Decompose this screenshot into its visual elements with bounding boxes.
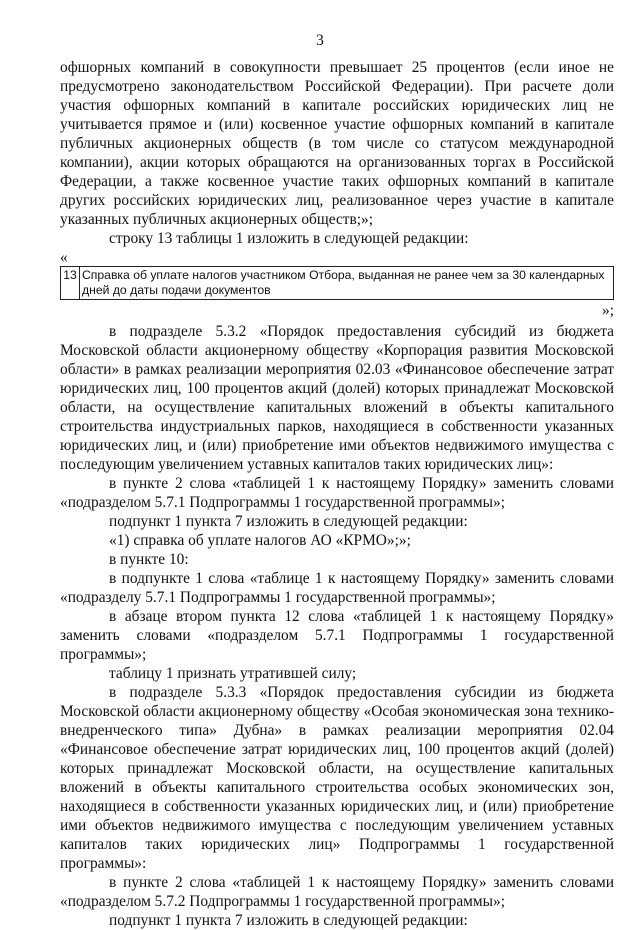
table-row-text: Справка об уплате налогов участником Отбора, выданная не ранее чем за 30 календарных дней до даты подачи документов	[80, 267, 614, 300]
paragraph-subitem-1-item-7: подпункт 1 пункта 7 изложить в следующей редакции:	[109, 513, 468, 530]
paragraph-tax-certificate: «1) справка об уплате налогов АО «КРМО»;»;	[109, 532, 411, 549]
paragraph-table-1-void: таблицу 1 признать утратившей силу;	[109, 665, 357, 682]
paragraph-item-10: в пункте 10:	[109, 551, 189, 568]
document-body	[60, 58, 614, 930]
paragraph-subitem-1-replace: в подпункте 1 слова «таблице 1 к настоящему Порядку» заменить словами «подразделу 5.7.1 Подпрограммы 1 государственной программы»;	[60, 570, 614, 606]
closing-quote: »;	[602, 302, 614, 319]
paragraph-item-2-replace: в пункте 2 слова «таблицей 1 к настоящему Порядку» заменить словами «подразделом 5.7.1 Подпрограммы 1 государственной программы»;	[60, 475, 614, 511]
page-number: 3	[316, 32, 324, 49]
paragraph-subsection-5-3-2: в подразделе 5.3.2 «Порядок предоставления субсидий из бюджета Московской области акционерному обществу «Корпорация развития Московской области» в рамках реализации мероприятия 02.03 «Финансовое обеспечение затрат юридических лиц, 100 процентов акций (долей) которых принадлежат Московской области, на осуществление капитальных вложений в объекты капитального строительства индустриальных парков, находящиеся в собственности указанных юридических лиц, и (или) приобретение ими объектов недвижимого имущества с последующим увеличением уставных капиталов таких юридических лиц»:	[60, 323, 614, 473]
paragraph-item-2-replace-5-7-2: в пункте 2 слова «таблицей 1 к настоящему Порядку» заменить словами «подразделом 5.7.2 Подпрограммы 1 государственной программы»;	[60, 874, 614, 910]
paragraph-subsection-5-3-3: в подразделе 5.3.3 «Порядок предоставления субсидии из бюджета Московской области акционерному обществу «Особая экономическая зона технико-внедренческого типа» Дубна» в рамках реализации мероприятия 02.04 «Финансовое обеспечение затрат юридических лиц, 100 процентов акций (долей) которых принадлежат Московской области, на осуществление капитальных вложений в объекты капитального строительства особых экономических зон, находящиеся в собственности указанных юридических лиц, и (или) приобретение ими объектов недвижимого имущества с последующим увеличением уставных капиталов таких юридических лиц» Подпрограммы 1 государственной программы»:	[60, 684, 614, 872]
paragraph-table-row-intro: строку 13 таблицы 1 изложить в следующей редакции:	[109, 230, 469, 247]
table-row-13	[60, 266, 614, 300]
paragraph-item-12-replace: в абзаце втором пункта 12 слова «таблицей 1 к настоящему Порядку» заменить словами «подразделом 5.7.1 Подпрограммы 1 государственной программы»;	[60, 608, 614, 663]
paragraph-subitem-1-item-7-second: подпункт 1 пункта 7 изложить в следующей редакции:	[109, 912, 468, 929]
opening-quote: «	[60, 249, 68, 266]
table-row	[61, 267, 614, 300]
table-row-number: 13	[61, 267, 80, 300]
paragraph-offshore-continuation: офшорных компаний в совокупности превышает 25 процентов (если иное не предусмотрено законодательством Российской Федерации). При расчете доли участия офшорных компаний в капитале российских юридических лиц не учитывается прямое и (или) косвенное участие офшорных компаний в капитале публичных акционерных обществ (в том числе со статусом международной компании), акции которых обращаются на организованных торгах в Российской Федерации, а также косвенное участие таких офшорных компаний в капитале других российских юридических лиц, реализованное через участие в капитале указанных публичных акционерных обществ;»;	[60, 59, 614, 228]
